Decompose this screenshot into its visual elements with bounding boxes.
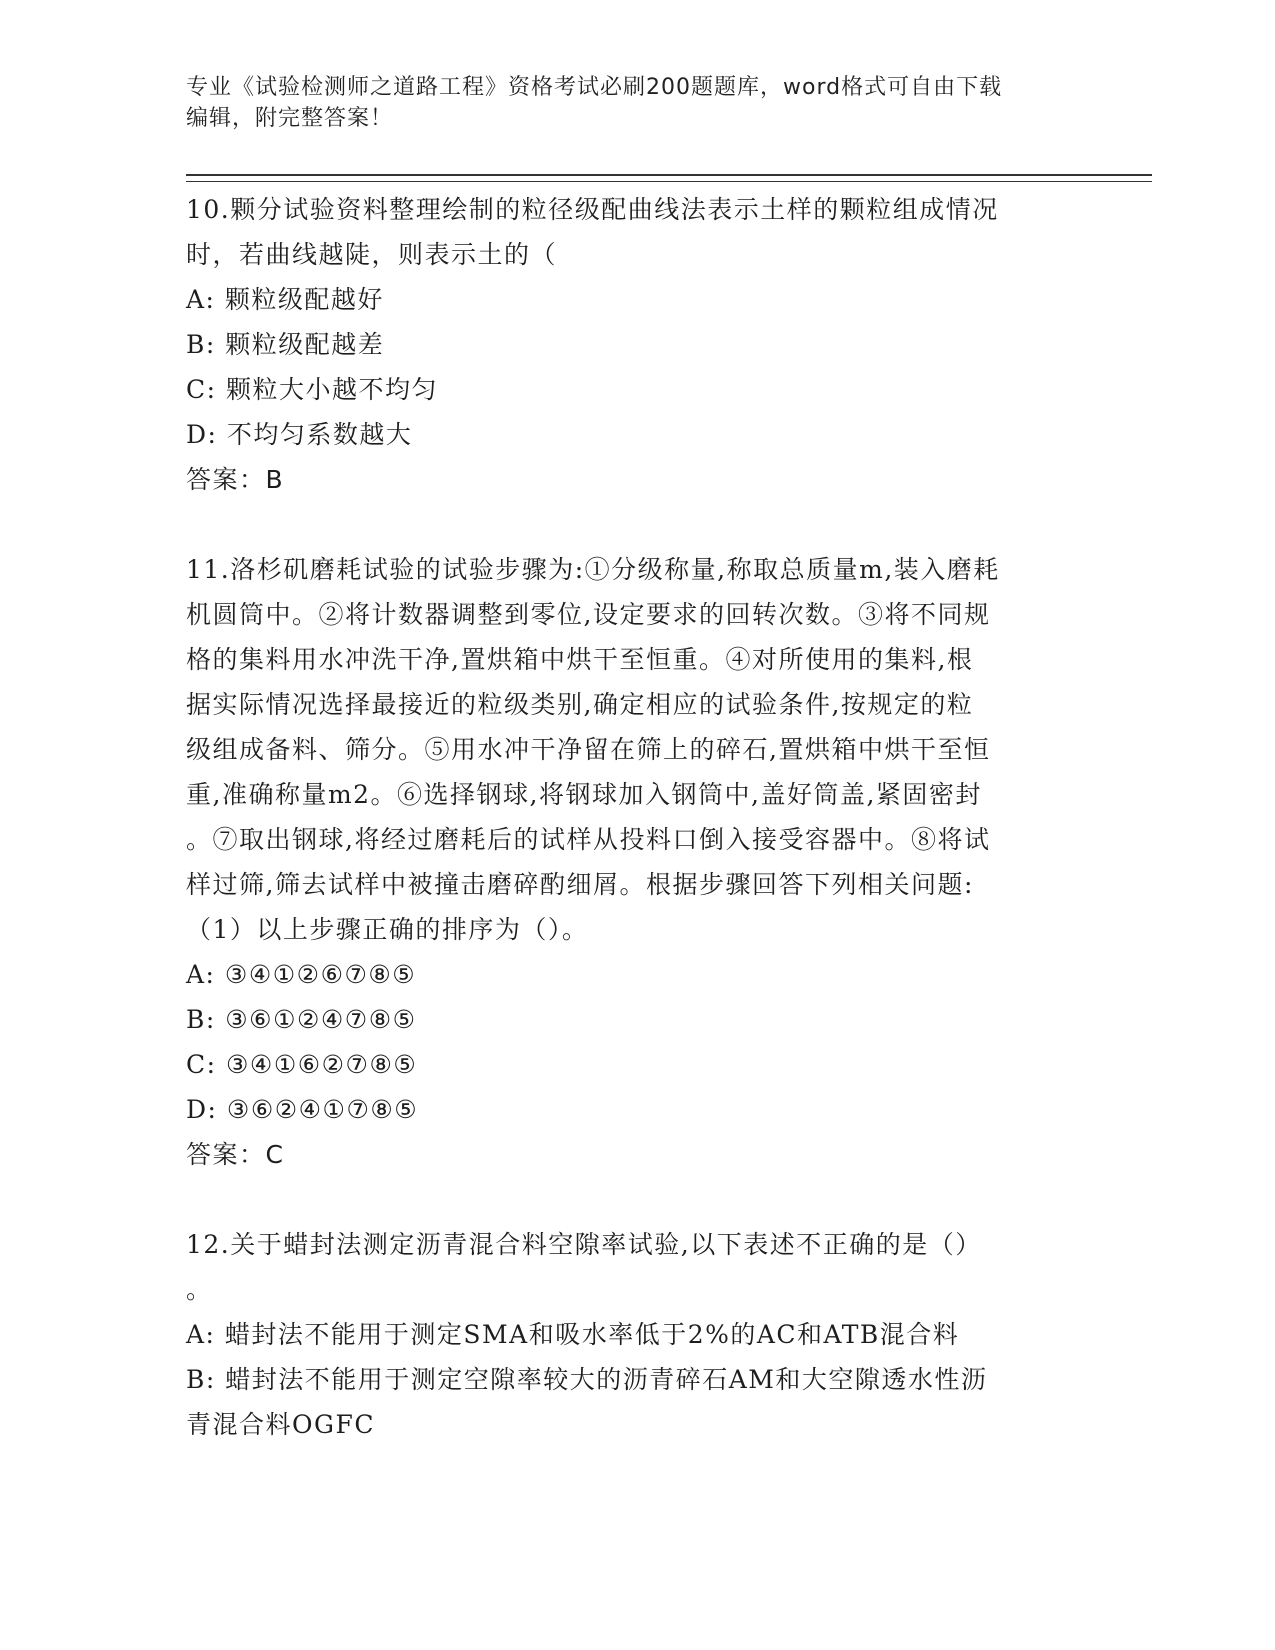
question-12: [186, 1222, 1076, 1447]
question-text-line: 机圆筒中。②将计数器调整到零位,设定要求的回转次数。③将不同规: [186, 600, 991, 629]
question-text-line: 。⑦取出钢球,将经过磨耗后的试样从投料口倒入接受容器中。⑧将试: [186, 825, 991, 854]
question-text-line: 级组成备料、筛分。⑤用水冲干净留在筛上的碎石,置烘箱中烘干至恒: [186, 735, 991, 764]
option-c: C: 颗粒大小越不均匀: [186, 375, 438, 404]
option-a: A: 蜡封法不能用于测定SMA和吸水率低于2%的AC和ATB混合料: [186, 1320, 960, 1349]
question-10: [186, 187, 1076, 502]
question-text-line: 据实际情况选择最接近的粒级类别,确定相应的试验条件,按规定的粒: [186, 690, 974, 719]
answer: 答案：B: [186, 465, 285, 494]
spacer: [186, 1177, 1076, 1222]
header-line-1: 专业《试验检测师之道路工程》资格考试必刷200题题库，word格式可自由下载: [186, 75, 1003, 100]
spacer: [186, 502, 1076, 547]
question-text-line: 重,准确称量m2。⑥选择钢球,将钢球加入钢筒中,盖好筒盖,紧固密封: [186, 780, 982, 809]
option-a: A: 颗粒级配越好: [186, 285, 384, 314]
option-b-continued: 青混合料OGFC: [186, 1410, 375, 1439]
question-text-line: 格的集料用水冲洗干净,置烘箱中烘干至恒重。④对所使用的集料,根: [186, 645, 974, 674]
header-line-2: 编辑，附完整答案！: [186, 106, 394, 131]
question-text-line: 10.颗分试验资料整理绘制的粒径级配曲线法表示土样的颗粒组成情况: [186, 195, 999, 224]
option-b: B: 蜡封法不能用于测定空隙率较大的沥青碎石AM和大空隙透水性沥: [186, 1365, 988, 1394]
question-text-line: 样过筛,筛去试样中被撞击磨碎酌细屑。根据步骤回答下列相关问题:: [186, 870, 974, 899]
question-text-line: 。: [186, 1275, 213, 1304]
page-header: [186, 72, 1066, 134]
header-rule-thin: [186, 181, 1152, 182]
question-list: [186, 187, 1076, 1447]
option-b: B: 颗粒级配越差: [186, 330, 385, 359]
question-text-line: （1）以上步骤正确的排序为（）。: [186, 915, 589, 944]
option-c: C: ③④①⑥②⑦⑧⑤: [186, 1050, 418, 1079]
answer: 答案：C: [186, 1140, 285, 1169]
option-d: D: ③⑥②④①⑦⑧⑤: [186, 1095, 419, 1124]
question-text-line: 12.关于蜡封法测定沥青混合料空隙率试验,以下表述不正确的是（）: [186, 1230, 982, 1259]
question-11: [186, 547, 1076, 1177]
option-d: D: 不均匀系数越大: [186, 420, 413, 449]
question-text-line: 时，若曲线越陡，则表示土的（: [186, 240, 558, 269]
header-rule-thick: [186, 174, 1152, 176]
option-a: A: ③④①②⑥⑦⑧⑤: [186, 960, 417, 989]
question-text-line: 11.洛杉矶磨耗试验的试验步骤为:①分级称量,称取总质量m,装入磨耗: [186, 555, 1000, 584]
option-b: B: ③⑥①②④⑦⑧⑤: [186, 1005, 417, 1034]
